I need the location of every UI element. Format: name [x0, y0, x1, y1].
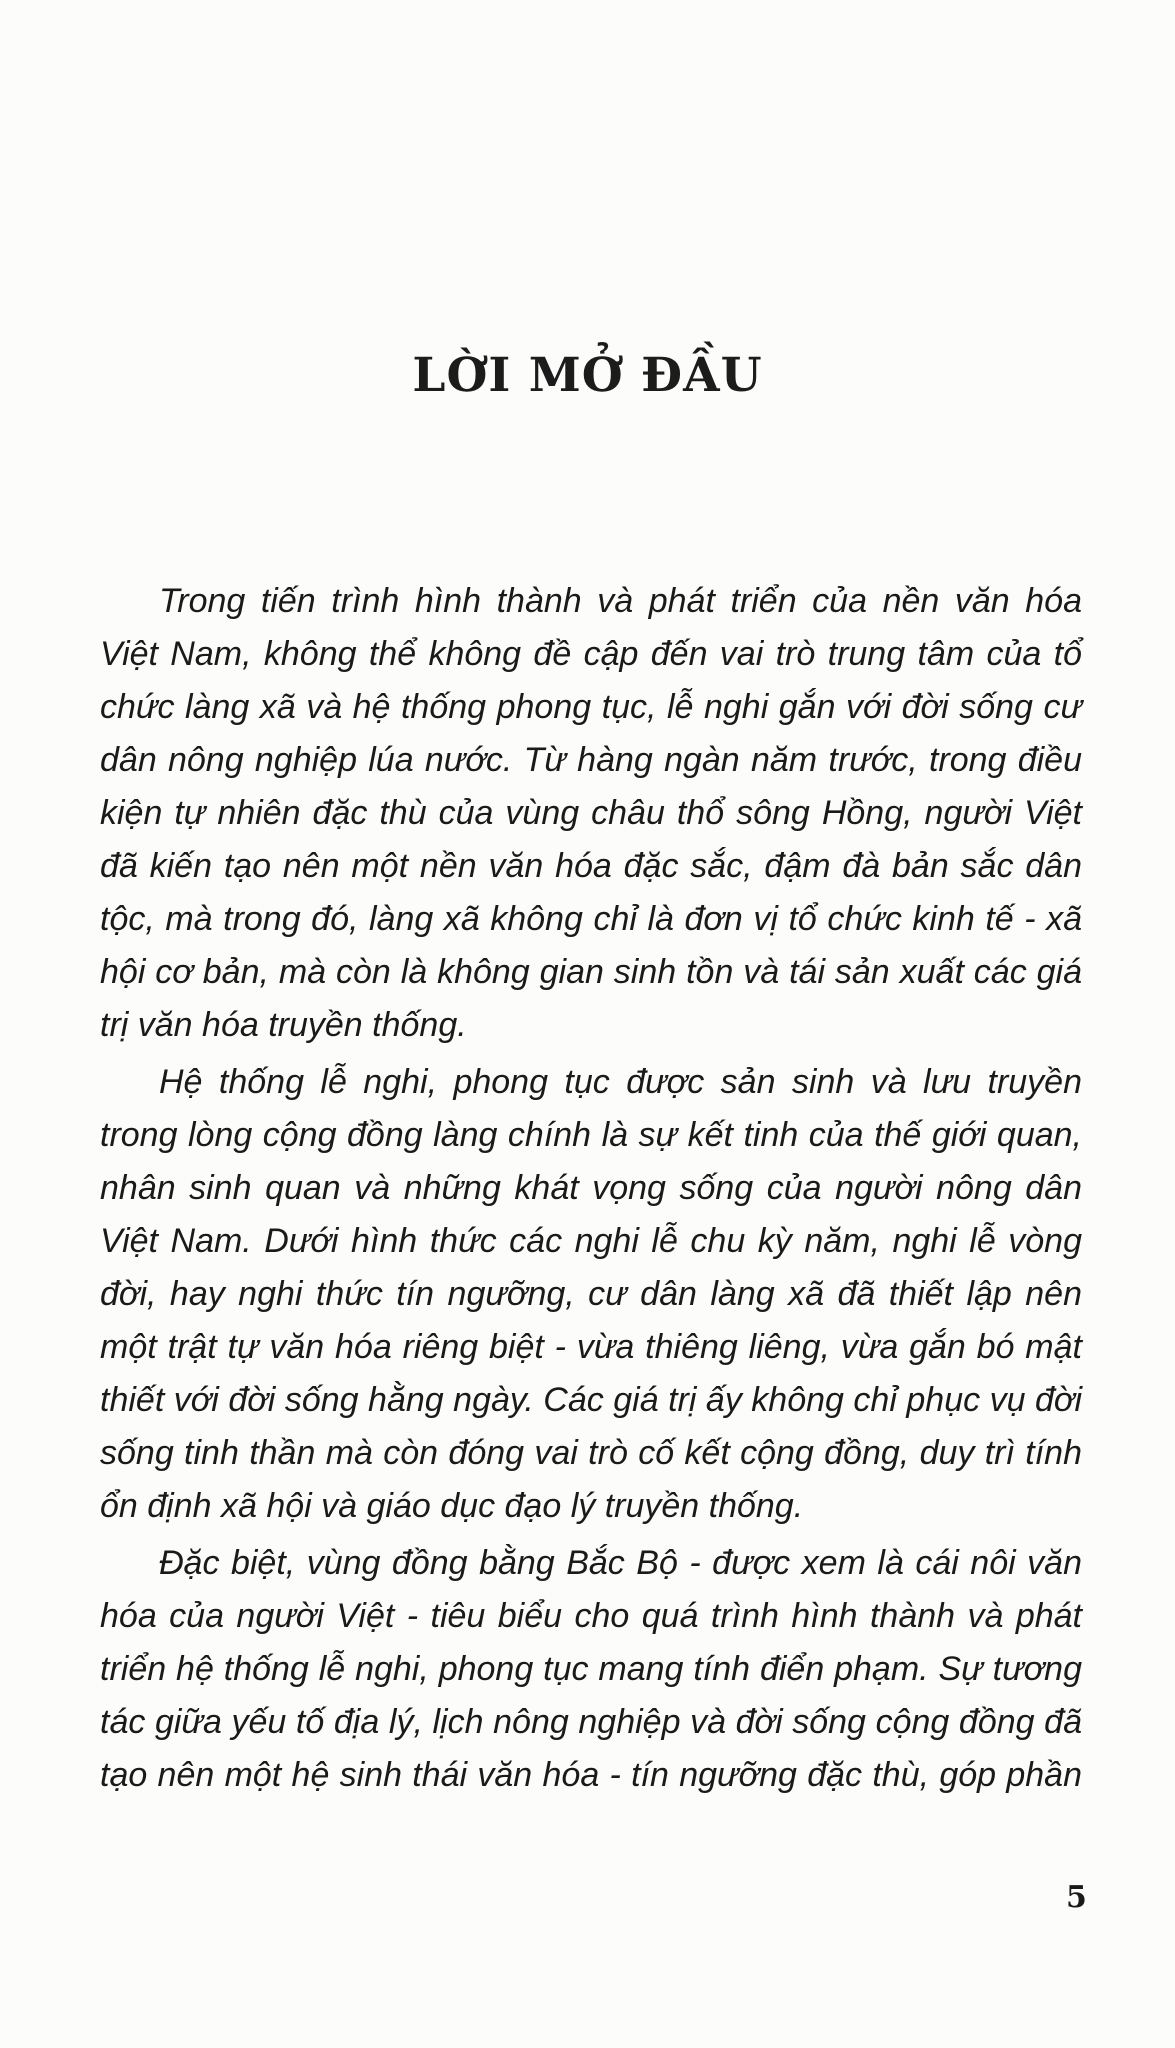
text-line: kiện tự nhiên đặc thù của vùng châu thổ sông Hồng, người Việt — [100, 794, 1082, 832]
text-line: chức làng xã và hệ thống phong tục, lễ nghi gắn với đời sống cư — [100, 688, 1082, 726]
text-line: trong lòng cộng đồng làng chính là sự kết tinh của thế giới quan, — [100, 1116, 1082, 1154]
text-line: nhân sinh quan và những khát vọng sống của người nông dân — [100, 1169, 1082, 1207]
text-line: dân nông nghiệp lúa nước. Từ hàng ngàn năm trước, trong điều — [100, 741, 1082, 779]
text-line: trị văn hóa truyền thống. — [100, 1006, 467, 1044]
text-line: hội cơ bản, mà còn là không gian sinh tồn và tái sản xuất các giá — [100, 953, 1082, 991]
text-line: triển hệ thống lễ nghi, phong tục mang tính điển phạm. Sự tương — [100, 1650, 1082, 1688]
text-line: tạo nên một hệ sinh thái văn hóa - tín ngưỡng đặc thù, góp phần — [100, 1756, 1082, 1794]
body-text — [100, 575, 1082, 1806]
text-line: một trật tự văn hóa riêng biệt - vừa thiêng liêng, vừa gắn bó mật — [100, 1328, 1082, 1366]
paragraph — [100, 1537, 1082, 1802]
text-line: Đặc biệt, vùng đồng bằng Bắc Bộ - được xem là cái nôi văn — [159, 1544, 1082, 1582]
paragraph — [100, 575, 1082, 1052]
text-line: Việt Nam, không thể không đề cập đến vai trò trung tâm của tổ — [100, 635, 1082, 673]
paragraph — [100, 1056, 1082, 1533]
text-line: Hệ thống lễ nghi, phong tục được sản sinh và lưu truyền — [159, 1063, 1082, 1101]
text-line: thiết với đời sống hằng ngày. Các giá trị ấy không chỉ phục vụ đời — [100, 1381, 1082, 1419]
text-line: đã kiến tạo nên một nền văn hóa đặc sắc, đậm đà bản sắc dân — [100, 847, 1082, 885]
text-line: sống tinh thần mà còn đóng vai trò cố kết cộng đồng, duy trì tính — [100, 1434, 1082, 1472]
text-line: Trong tiến trình hình thành và phát triển của nền văn hóa — [159, 582, 1082, 620]
page-number: 5 — [1066, 1880, 1087, 1915]
text-line: ổn định xã hội và giáo dục đạo lý truyền thống. — [100, 1487, 804, 1525]
text-line: hóa của người Việt - tiêu biểu cho quá trình hình thành và phát — [100, 1597, 1082, 1635]
text-line: đời, hay nghi thức tín ngưỡng, cư dân làng xã đã thiết lập nên — [100, 1275, 1082, 1313]
text-line: tộc, mà trong đó, làng xã không chỉ là đơn vị tổ chức kinh tế - xã — [100, 900, 1082, 938]
text-line: tác giữa yếu tố địa lý, lịch nông nghiệp và đời sống cộng đồng đã — [100, 1703, 1082, 1741]
page-title: LỜI MỞ ĐẦU — [412, 348, 763, 403]
text-line: Việt Nam. Dưới hình thức các nghi lễ chu kỳ năm, nghi lễ vòng — [100, 1222, 1082, 1260]
